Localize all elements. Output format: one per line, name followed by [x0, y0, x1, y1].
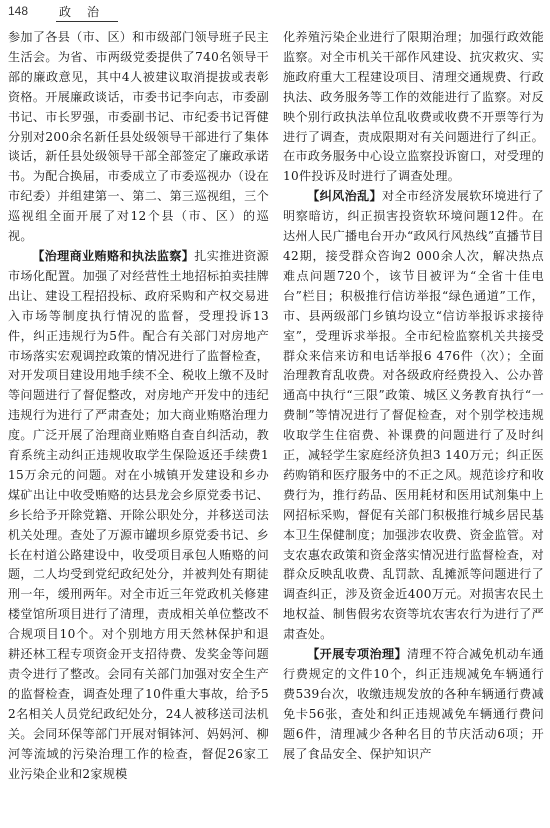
paragraph [8, 247, 269, 784]
paragraph [8, 28, 269, 247]
section-title: 政治 [56, 3, 118, 22]
page-number: 148 [8, 4, 29, 18]
section-heading: 【治理商业贿赂和执法监察】 [32, 248, 195, 263]
paragraph [283, 187, 544, 645]
section-heading: 【纠风治乱】 [307, 189, 382, 204]
paragraph [283, 28, 544, 187]
left-column [8, 28, 269, 824]
paragraph-text: 清理不符合减免机动车通行费规定的文件10个，纠正违规减免车辆通行费539台次，收缴违规发放的各种车辆通行费减免卡56张，查处和纠正违规减免车辆通行费问题6件，清理减少各种名目的节庆活动6项；开展了食品安全、保护知识产 [283, 647, 544, 761]
section-heading: 【开展专项治理】 [307, 647, 407, 662]
paragraph-text: 扎实推进资源市场化配置。加强了对经营性土地招标拍卖挂牌出让、建设工程招投标、政府采购和产权交易进入市场等制度执行情况的监督，受理投诉13件，纠正违规行为5件。配合有关部门对房地产市场落实宏观调控政策的情况进行了监督检查，对开发项目建设用地手续不全、税收上缴不及时等问题进行了督促整改，对房地产开发中的违纪违规行为进行了严肃查处；加大商业贿赂治理力度。广泛开展了治理商业贿赂自查自纠活动，教育系统主动纠正违规收取学生保险返还手续费115万余元的问题。对在小城镇开发建设和乡办煤矿出让中收受贿赂的达县龙会乡原党委书记、乡长给予开除党籍、开除公职处分，并移送司法机关处理。查处了万源市罐坝乡原党委书记、乡长在村道公路建设中，收受项目承包人贿赂的问题，二人均受到党纪政纪处分，并被判处有期徒刑一年，缓刑两年。对全市近三年党政机关修建楼堂馆所项目进行了清理，责成相关单位整改不合规项目10个。对个别地方用天然林保护和退耕还林工程专项资金开支招待费、发奖金等问题责令进行了整改。会同有关部门加强对安全生产的监督检查，调查处理了10件重大事故，给予52名相关人员党纪政纪处分，24人被移送司法机关。会同环保等部门开展对铜钵河、妈妈河、柳河等流域的污染治理工作的检查，督促26家工业污染企业和2家规模 [8, 248, 269, 781]
paragraph-text: 参加了各县（市、区）和市级部门领导班子民主生活会。为省、市两级党委提供了740名领导干部的廉政意见，其中4人被建议取消提拔或表彰资格。开展廉政谈话，市委书记李向志，市委副书记、市长罗强，市委副书记、市纪委书记胥健分别对200余名新任县处级领导干部进行了集体谈话，新任县处级领导干部全部签定了廉政承诺书。为配合换届，市委成立了市委巡视办（设在市纪委）并组建第一、第二、第三巡视组，三个巡视组全面开展了对12个县（市、区）的巡视。 [8, 30, 269, 244]
paragraph-text: 化养殖污染企业进行了限期治理；加强行政效能监察。对全市机关干部作风建设、抗灾救灾、实施政府重大工程建设项目、清理交通规费、行政执法、政务服务等工作的效能进行了监察。对反映个别行政执法单位乱收费或收费不开票等行为进行了调查，责成限期对有关问题进行了纠正。在市政务服务中心设立监察投诉窗口，对受理的10件投诉及时进行了调查处理。 [283, 30, 544, 184]
running-header [8, 3, 542, 23]
right-column [283, 28, 544, 824]
paragraph [283, 645, 544, 764]
paragraph-text: 对全市经济发展软环境进行了明察暗访，纠正损害投资软环境问题12件。在达州人民广播电台开办“政风行风热线”直播节目42期，接受群众咨询2 000余人次，解决热点难点问题720个，该节目被评为“全省十佳电台”栏目；积极推行信访举报“绿色通道”工作，市、县两级部门乡镇均设立“信访举报诉求接待室”，受理诉求举报。全市纪检监察机关共接受群众来信来访和电话举报6 476件（次）；全面治理教育乱收费。对各级政府经费投入、公办普通高中执行“三限”政策、城区义务教育执行“一费制”等情况进行了督促检查，对个别学校违规收取学生住宿费、补课费的问题进行了及时纠正，减轻学生家庭经济负担3 140万元；纠正医药购销和医疗服务中的不正之风。规范诊疗和收费行为，推行药品、医用耗材和医用试剂集中上网招标采购，督促有关部门积极推行城乡居民基本卫生保健制度；加强涉农收费、资金监管。对支农惠农政策和资金落实情况进行监督检查，对群众反映乱收费、乱罚款、乱摊派等问题进行了调查纠正，涉及资金近400万元。对损害农民土地权益、制售假劣农资等坑农害农行为进行了严肃查处。 [283, 189, 544, 642]
